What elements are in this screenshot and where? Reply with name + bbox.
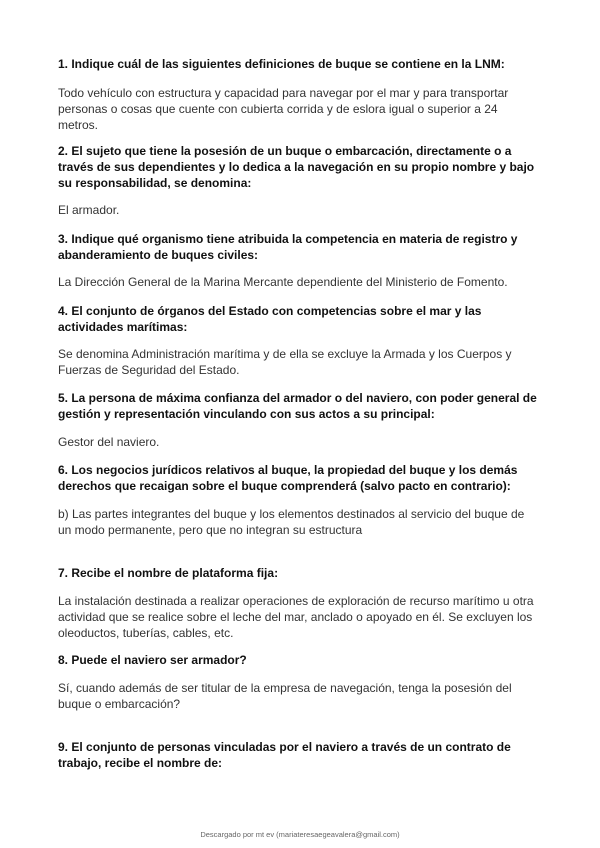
answer-6: b) Las partes integrantes del buque y los elementos destinados al servicio del buque de un modo permanente, pero que no integran su estructura — [58, 507, 525, 537]
question-6: 6. Los negocios jurídicos relativos al buque, la propiedad del buque y los demás derechos que recaigan sobre el buque comprenderá (salvo pacto en contrario): — [58, 463, 518, 493]
question-1: 1. Indique cuál de las siguientes definiciones de buque se contiene en la LNM: — [58, 57, 505, 71]
answer-8: Sí, cuando además de ser titular de la empresa de navegación, tenga la posesión del buque o embarcación? — [58, 681, 512, 711]
answer-1: Todo vehículo con estructura y capacidad para navegar por el mar y para transportar personas o cosas que cuente con cubierta corrida y de eslora igual o superior a 24 metros. — [58, 86, 509, 132]
question-7: 7. Recibe el nombre de plataforma fija: — [58, 566, 279, 580]
question-8: 8. Puede el naviero ser armador? — [58, 653, 247, 667]
question-3: 3. Indique qué organismo tiene atribuida la competencia en materia de registro y abanderamiento de buques civiles: — [58, 232, 518, 262]
question-9: 9. El conjunto de personas vinculadas por el naviero a través de un contrato de trabajo, recibe el nombre de: — [58, 740, 511, 770]
answer-5: Gestor del naviero. — [58, 435, 160, 449]
question-5: 5. La persona de máxima confianza del armador o del naviero, con poder general de gestión y representación vinculando con sus actos a su principal: — [58, 391, 537, 421]
answer-4: Se denomina Administración marítima y de ella se excluye la Armada y los Cuerpos y Fuerzas de Seguridad del Estado. — [58, 347, 512, 377]
download-footer: Descargado por mt ev (mariateresaegeavalera@gmail.com) — [200, 830, 400, 839]
answer-2: El armador. — [58, 203, 120, 217]
answer-3: La Dirección General de la Marina Mercante dependiente del Ministerio de Fomento. — [58, 275, 508, 289]
question-2: 2. El sujeto que tiene la posesión de un buque o embarcación, directamente o a través de sus dependientes y lo dedica a la navegación en su propio nombre y bajo su responsabilidad, se denomina: — [58, 144, 535, 190]
answer-7: La instalación destinada a realizar operaciones de exploración de recurso marítimo u otra actividad que se realice sobre el leche del mar, anclado o apoyado en él. Se excluyen los oleoductos, tuberías, cables, etc. — [58, 594, 534, 640]
question-4: 4. El conjunto de órganos del Estado con competencias sobre el mar y las actividades marítimas: — [58, 304, 482, 334]
